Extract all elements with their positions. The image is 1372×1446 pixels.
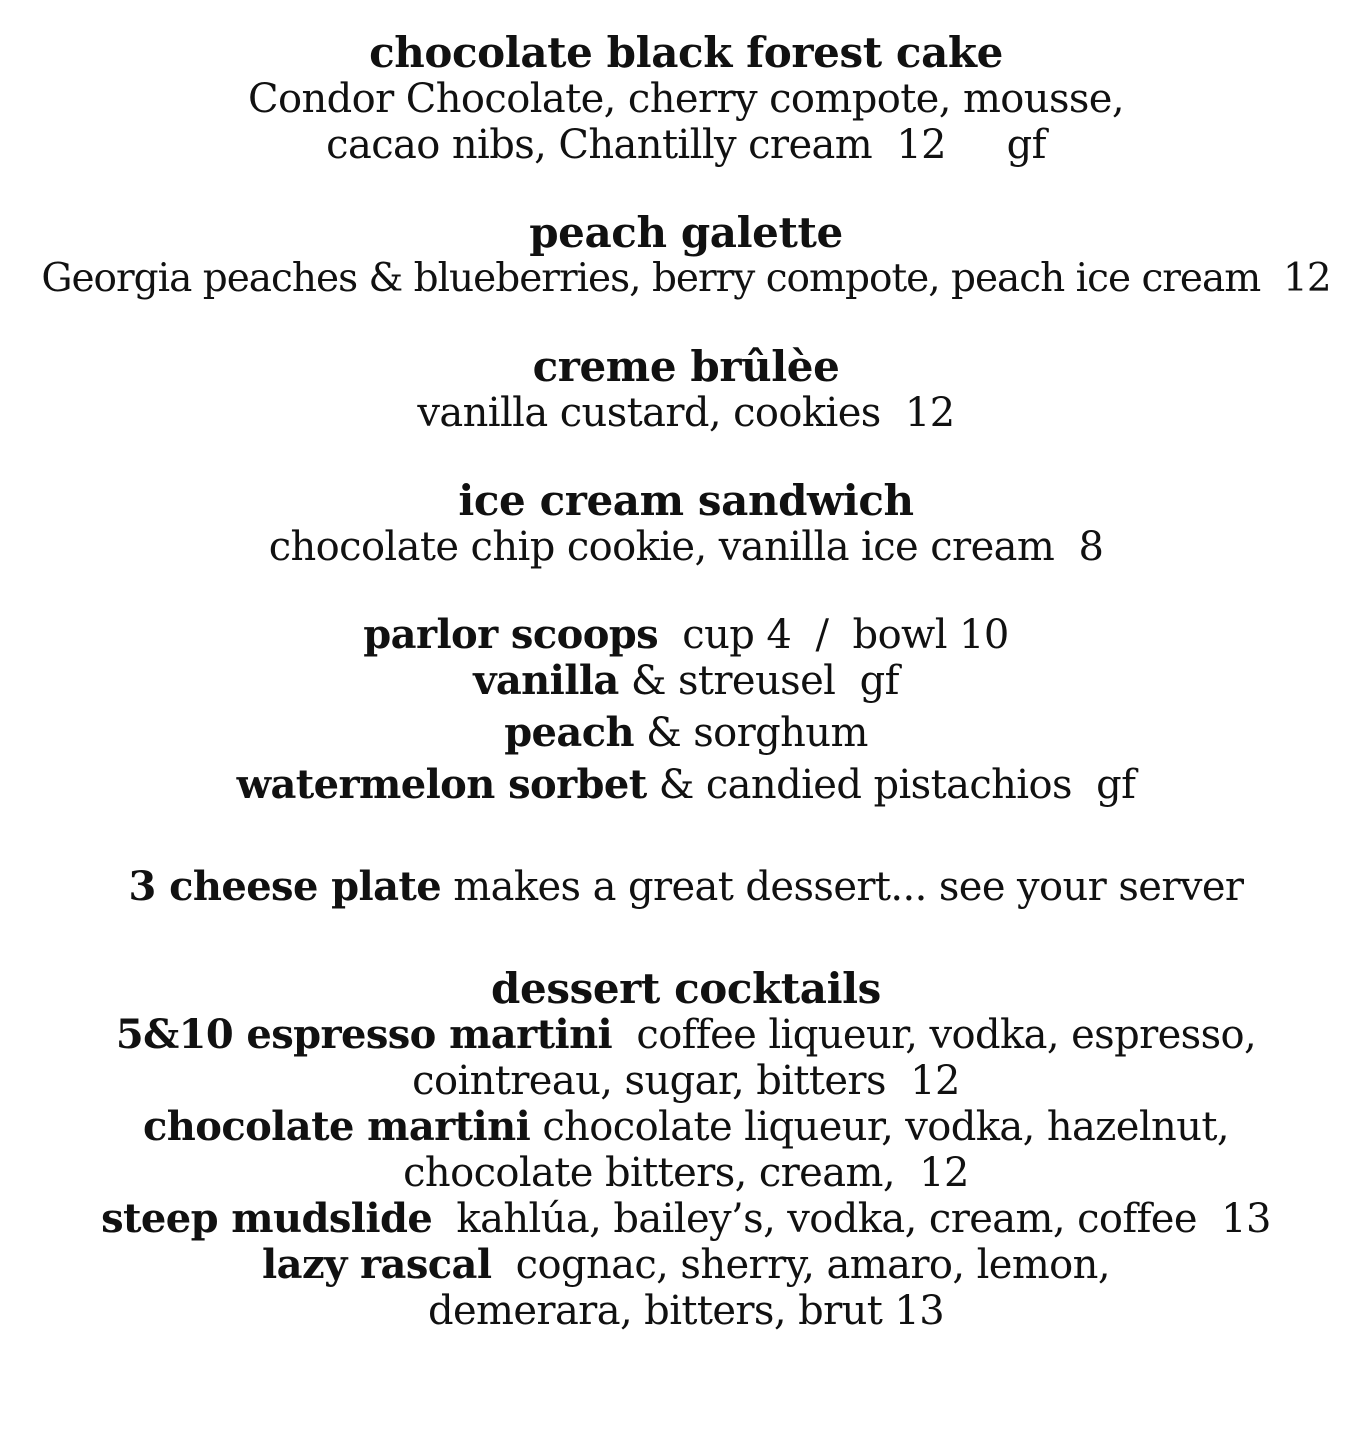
cheese-name: 3 cheese plate — [128, 863, 442, 910]
scoops-sizes: cup 4 / bowl 10 — [658, 612, 1009, 658]
cocktail-name: steep mudslide — [101, 1195, 433, 1242]
item-name: peach galette — [529, 208, 843, 257]
flavor-detail: & sorghum — [633, 710, 868, 756]
menu-item-peach-galette — [0, 210, 1372, 302]
cocktail-ingredients-cont: cointreau, sugar, bitters 12 — [412, 1058, 960, 1104]
cocktail-ingredients: coffee liqueur, vodka, espresso, — [612, 1012, 1257, 1058]
cocktail-name: chocolate martini — [143, 1103, 531, 1150]
menu-item-cheese-plate — [0, 864, 1372, 910]
item-name: creme brûlèe — [532, 342, 840, 391]
flavor-detail: & candied pistachios gf — [646, 762, 1136, 808]
scoops-header — [0, 612, 1372, 658]
cocktail-ingredients: kahlúa, bailey’s, vodka, cream, coffee 13 — [432, 1196, 1271, 1242]
dessert-menu — [0, 30, 1372, 1334]
cheese-line — [0, 864, 1372, 910]
cocktail-ingredients: chocolate liqueur, vodka, hazelnut, — [530, 1104, 1229, 1150]
flavor-name: peach — [504, 709, 634, 756]
cocktail-item — [0, 1196, 1372, 1242]
cocktails-heading: dessert cocktails — [491, 964, 881, 1013]
scoop-flavor — [0, 762, 1372, 808]
cocktail-item — [0, 1104, 1372, 1150]
scoops-title: parlor scoops — [363, 611, 659, 658]
flavor-name: watermelon sorbet — [236, 761, 647, 808]
cocktail-item — [0, 1012, 1372, 1058]
cocktail-ingredients-cont: chocolate bitters, cream, 12 — [403, 1150, 969, 1196]
cocktail-name: 5&10 espresso martini — [115, 1011, 613, 1058]
cocktail-ingredients-cont: demerara, bitters, brut 13 — [427, 1288, 945, 1334]
menu-item-ice-cream-sandwich — [0, 478, 1372, 570]
item-description: chocolate chip cookie, vanilla ice cream 8 — [268, 524, 1104, 570]
menu-item-creme-brulee — [0, 344, 1372, 436]
cocktail-name: lazy rascal — [262, 1241, 492, 1288]
item-description: Condor Chocolate, cherry compote, mousse, — [247, 76, 1124, 122]
item-description: cacao nibs, Chantilly cream 12 gf — [326, 122, 1046, 168]
item-description: Georgia peaches & blueberries, berry compote, peach ice cream 12 — [41, 256, 1331, 301]
menu-section-dessert-cocktails — [0, 966, 1372, 1334]
flavor-detail: & streusel gf — [618, 658, 899, 704]
cheese-detail: makes a great dessert... see your server — [441, 864, 1244, 910]
menu-item-black-forest-cake — [0, 30, 1372, 168]
item-description: vanilla custard, cookies 12 — [417, 390, 955, 436]
cocktail-ingredients: cognac, sherry, amaro, lemon, — [491, 1242, 1110, 1288]
flavor-name: vanilla — [473, 657, 619, 704]
item-name: chocolate black forest cake — [369, 28, 1003, 77]
cocktail-item — [0, 1242, 1372, 1288]
scoop-flavor — [0, 658, 1372, 704]
scoop-flavor — [0, 710, 1372, 756]
menu-section-parlor-scoops — [0, 612, 1372, 808]
item-name: ice cream sandwich — [458, 476, 914, 525]
